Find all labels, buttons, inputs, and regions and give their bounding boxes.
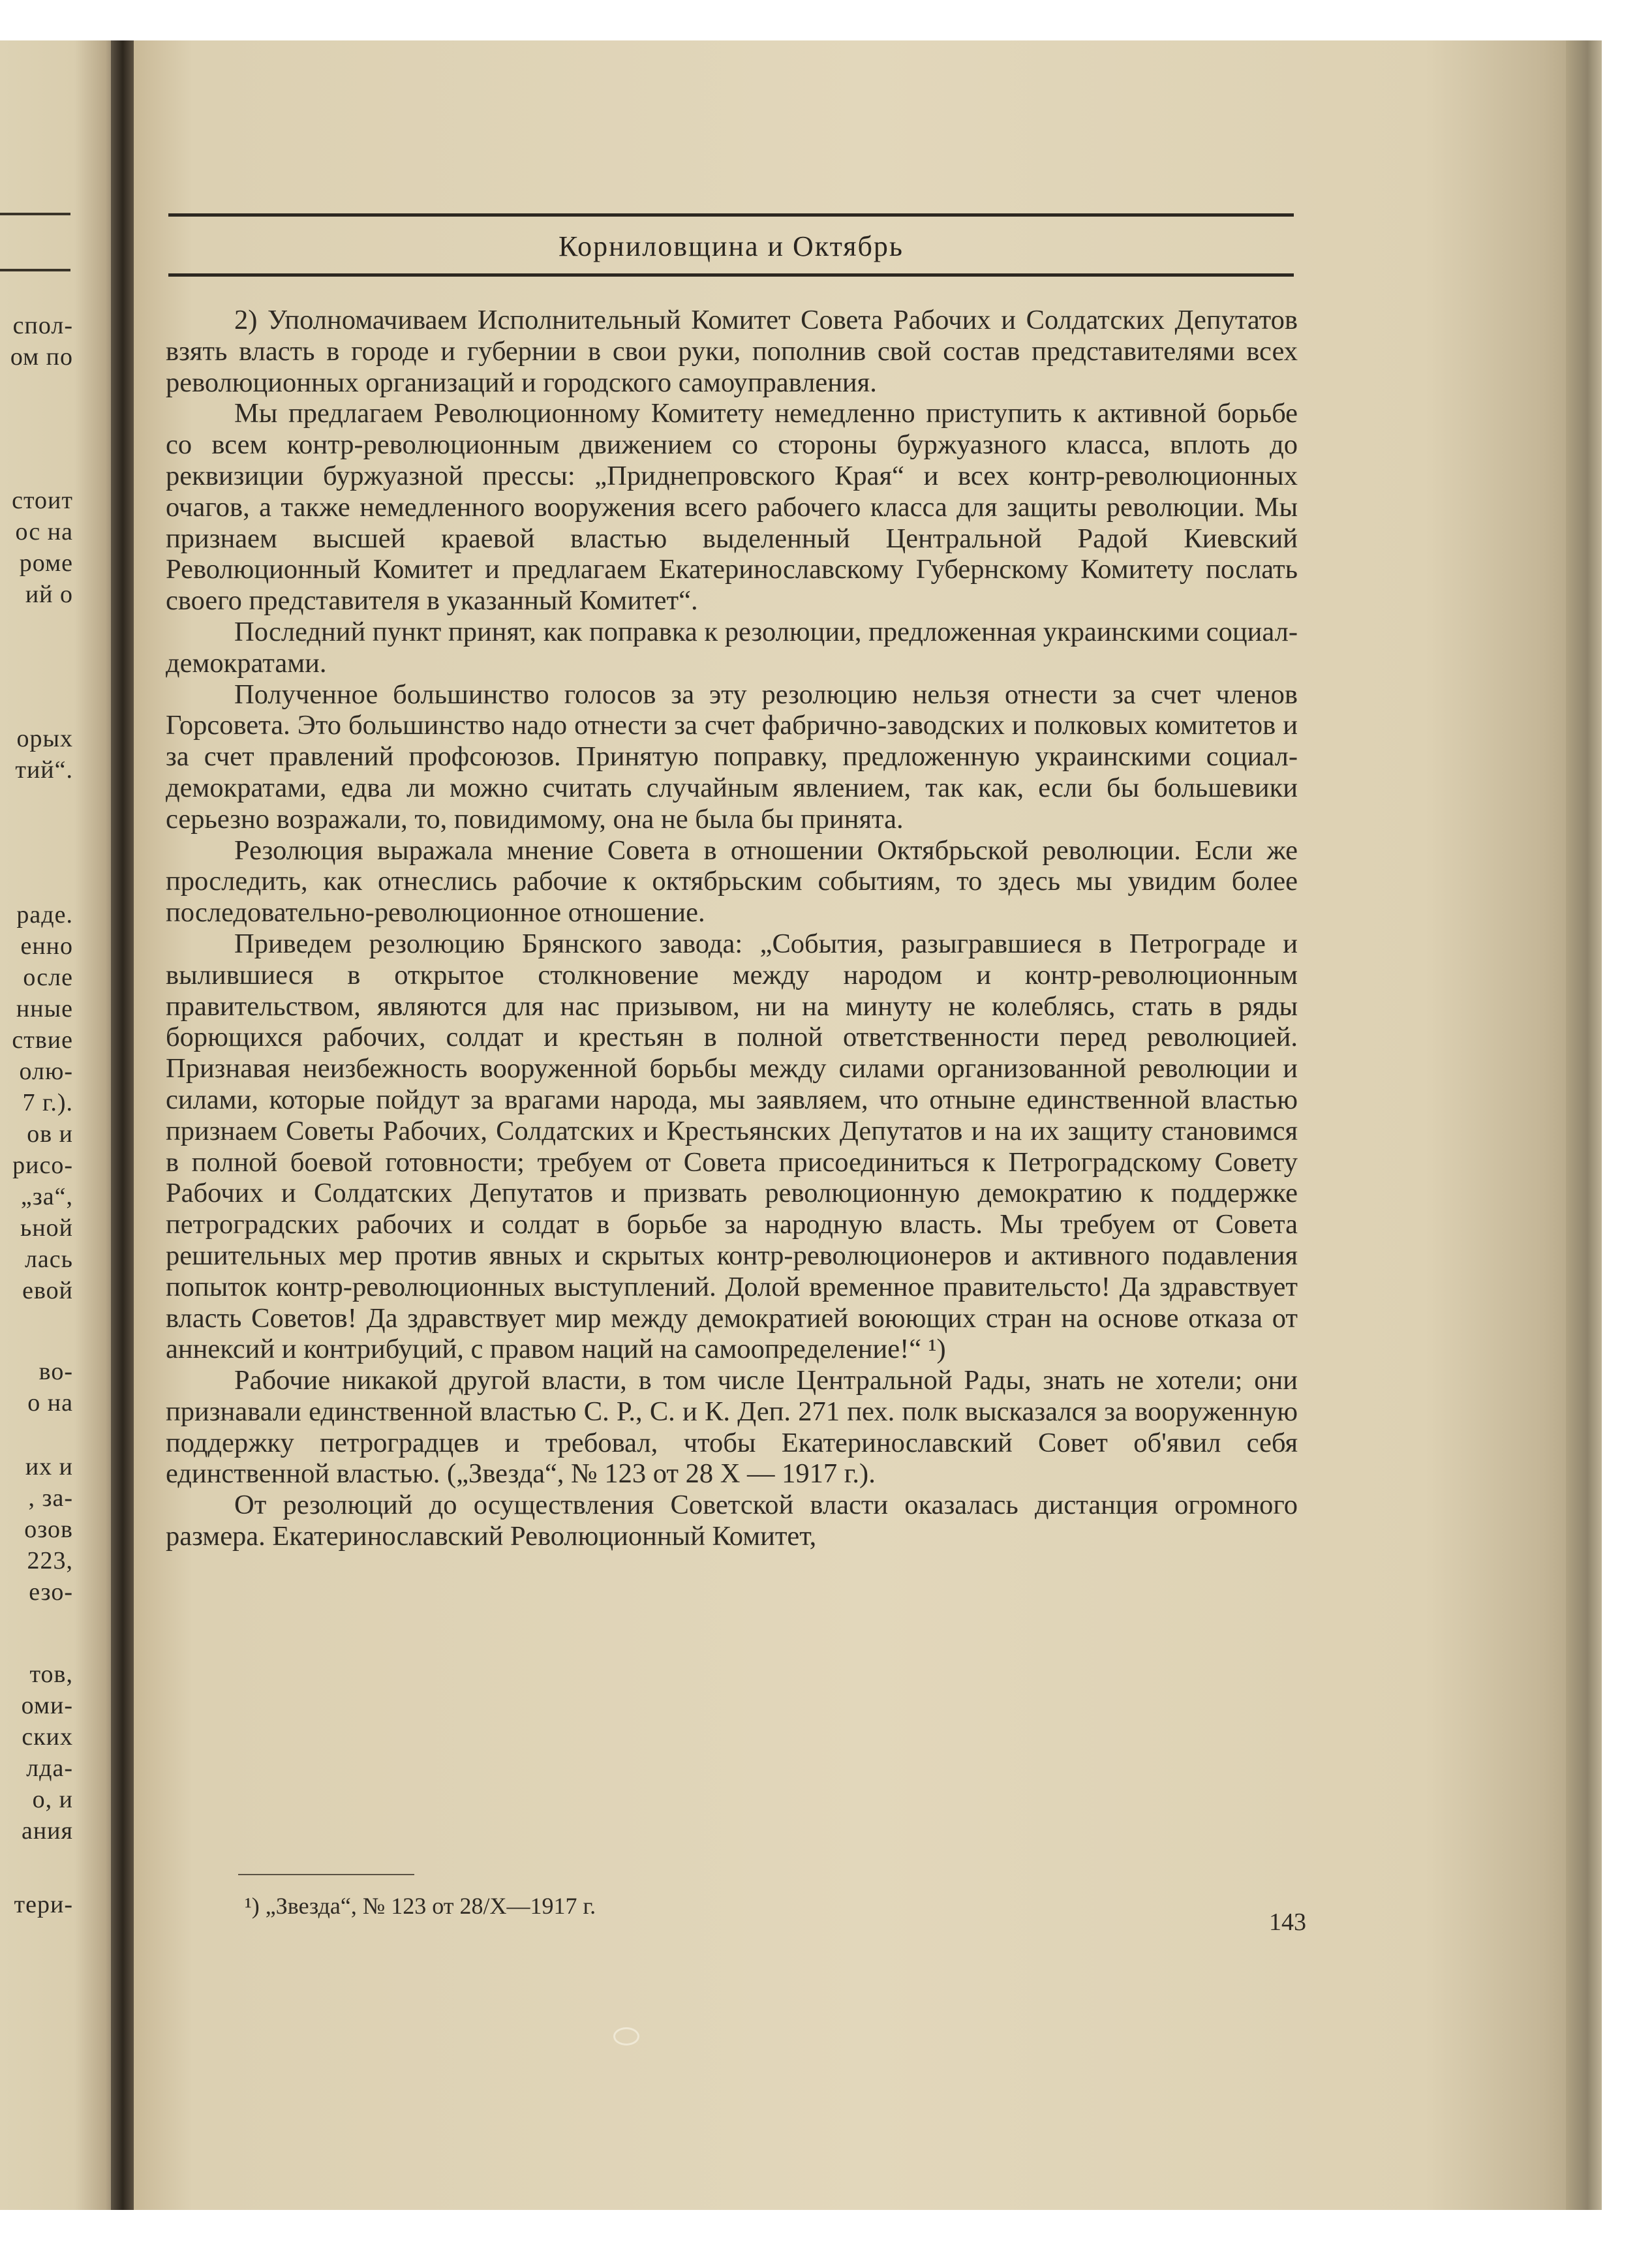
left-text-fragment: раде.: [16, 901, 73, 928]
left-text-fragment: ьной: [20, 1214, 73, 1242]
left-header-rule-bottom: [0, 269, 70, 271]
paragraph: 2) Уполномачиваем Исполнительный Комитет Совета Рабочих и Солдатских Депутатов взять власть в городе и губернии в свои руки, пополнив свой состав представителями всех революционных организаций и городского самоуправления.: [166, 305, 1298, 398]
left-text-fragment: о, и: [32, 1786, 73, 1813]
left-page-edge: [0, 40, 124, 2210]
left-text-fragment: лась: [24, 1246, 73, 1273]
left-text-fragment: во-: [38, 1358, 73, 1385]
left-text-fragment: езо-: [29, 1578, 73, 1606]
left-text-fragment: о на: [27, 1389, 73, 1417]
left-text-fragment: 7 г.).: [22, 1089, 73, 1116]
left-text-fragment: стоит: [12, 487, 73, 514]
paragraph: Полученное большинство голосов за эту резолюцию нельзя отнести за счет членов Горсовета. Это большинство надо отнести за счет фабрично-заводских и полковых комитетов и за счет правлений профсоюзов. Принятую поправку, предложенную украинскими социал-демократами, едва ли можно считать случайным явлением, так как, если бы большевики серьезно возражали, то, повидимому, она не была бы принята.: [166, 679, 1298, 835]
left-text-fragment: , за-: [28, 1484, 73, 1512]
left-text-fragment: лда-: [26, 1755, 73, 1782]
left-text-fragment: ос на: [15, 518, 73, 545]
left-text-fragment: орых: [16, 725, 73, 752]
page-number: 143: [1269, 1908, 1306, 1936]
paper-blemish: [613, 2027, 639, 2046]
paragraph: Резолюция выражала мнение Совета в отношении Октябрьской революции. Если же проследить, как отнеслись рабочие к октябрьским событиям, то здесь мы увидим более последовательно-революционное отношение.: [166, 835, 1298, 928]
left-text-fragment: нные: [16, 995, 73, 1022]
paragraph: Приведем резолюцию Брянского завода: „События, разыгравшиеся в Петрограде и вылившиеся в открытое столкновение между народом и контр-революционным правительством, являются для нас призывом, ни на минуту не колеблясь, стать в ряды борющихся рабочих, солдат и крестьян в полной ответственности перед революцией. Признавая неизбежность вооруженной борьбы между силами организованной революции и силами, которые пойдут за врагами народа, мы заявляем, что отныне единственной властью признаем Советы Рабочих, Солдатских и Крестьянских Депутатов и на их защиту становимся в полной боевой готовности; требуем от Совета присоединиться к Петроградскому Совету Рабочих и Солдатских Депутатов и призвать революционную демократию к поддержке петроградских рабочих и солдат в борьбе за народную власть. Мы требуем от Совета решительных мер против явных и скрытых контр-революционеров и активного подавления попыток контр-революционных выступлений. Долой временное правительсто! Да здравствует власть Советов! Да здравствует мир между демократией воюющих стран на основе отказа от аннексий и контрибуций, с правом наций на самоопределение!“ ¹): [166, 928, 1298, 1365]
paragraph: Мы предлагаем Революционному Комитету немедленно приступить к активной борьбе со всем контр-революционным движением со стороны буржуазного класса, вплоть до реквизиции буржуазной прессы: „Приднепровского Края“ и всех контр-революционных очагов, а также немедленного вооружения всего рабочего класса для защиты революции. Мы признаем высшей краевой властью выделенный Центральной Радой Киевский Революционный Комитет и предлагаем Екатеринославскому Губернскому Комитету послать своего представителя в указанный Комитет“.: [166, 398, 1298, 617]
body-text: [166, 305, 1298, 1552]
left-text-fragment: тов,: [29, 1661, 73, 1688]
paragraph: Рабочие никакой другой власти, в том числе Центральной Рады, знать не хотели; они признавали единственной властью С. Р., С. и К. Деп. 271 пех. полк высказался за вооруженную поддержку петроградцев и требовал, чтобы Екатеринославский Совет об'явил себя единственной властью. („Звезда“, № 123 от 28 X — 1917 г.).: [166, 1365, 1298, 1490]
left-text-fragment: спол-: [12, 312, 73, 339]
left-header-rule-top: [0, 213, 70, 215]
left-text-fragment: оми-: [21, 1692, 73, 1719]
left-text-fragment: роме: [19, 549, 73, 577]
footnote: ¹) „Звезда“, № 123 от 28/X—1917 г.: [245, 1893, 596, 1919]
book-gutter: [111, 40, 137, 2210]
left-text-fragment: ий о: [25, 581, 73, 608]
left-text-fragment: ов и: [27, 1120, 73, 1148]
header-rule-top: [168, 213, 1294, 217]
header-rule-bottom: [168, 273, 1294, 277]
left-text-fragment: ом по: [10, 343, 73, 371]
footnote-rule: [238, 1874, 414, 1875]
left-text-fragment: евой: [22, 1277, 73, 1304]
left-text-fragment: тий“.: [15, 756, 73, 784]
left-text-fragment: ствие: [12, 1026, 73, 1054]
running-head: Корниловщина и Октябрь: [558, 230, 904, 262]
left-text-fragment: енно: [20, 932, 73, 960]
scanned-book-spread: [0, 40, 1602, 2210]
left-text-fragment: озов: [24, 1516, 73, 1543]
left-text-fragment: олю-: [19, 1058, 73, 1085]
left-text-fragment: рисо-: [12, 1152, 73, 1179]
left-text-fragment: ских: [22, 1723, 73, 1751]
paragraph: Последний пункт принят, как поправка к резолюции, предложенная украинскими социал-демократами.: [166, 616, 1298, 679]
left-text-fragment: тери-: [14, 1891, 73, 1918]
page-fore-edge: [1566, 40, 1602, 2210]
left-text-fragment: „за“,: [20, 1183, 73, 1210]
left-text-fragment: осле: [23, 964, 73, 991]
right-page: [134, 40, 1602, 2210]
left-text-fragment: 223,: [27, 1547, 73, 1574]
paragraph: От резолюций до осуществления Советской власти оказалась дистанция огромного размера. Екатеринославский Революционный Комитет,: [166, 1490, 1298, 1552]
left-text-fragment: ания: [21, 1817, 73, 1845]
left-text-fragment: их и: [25, 1453, 73, 1480]
